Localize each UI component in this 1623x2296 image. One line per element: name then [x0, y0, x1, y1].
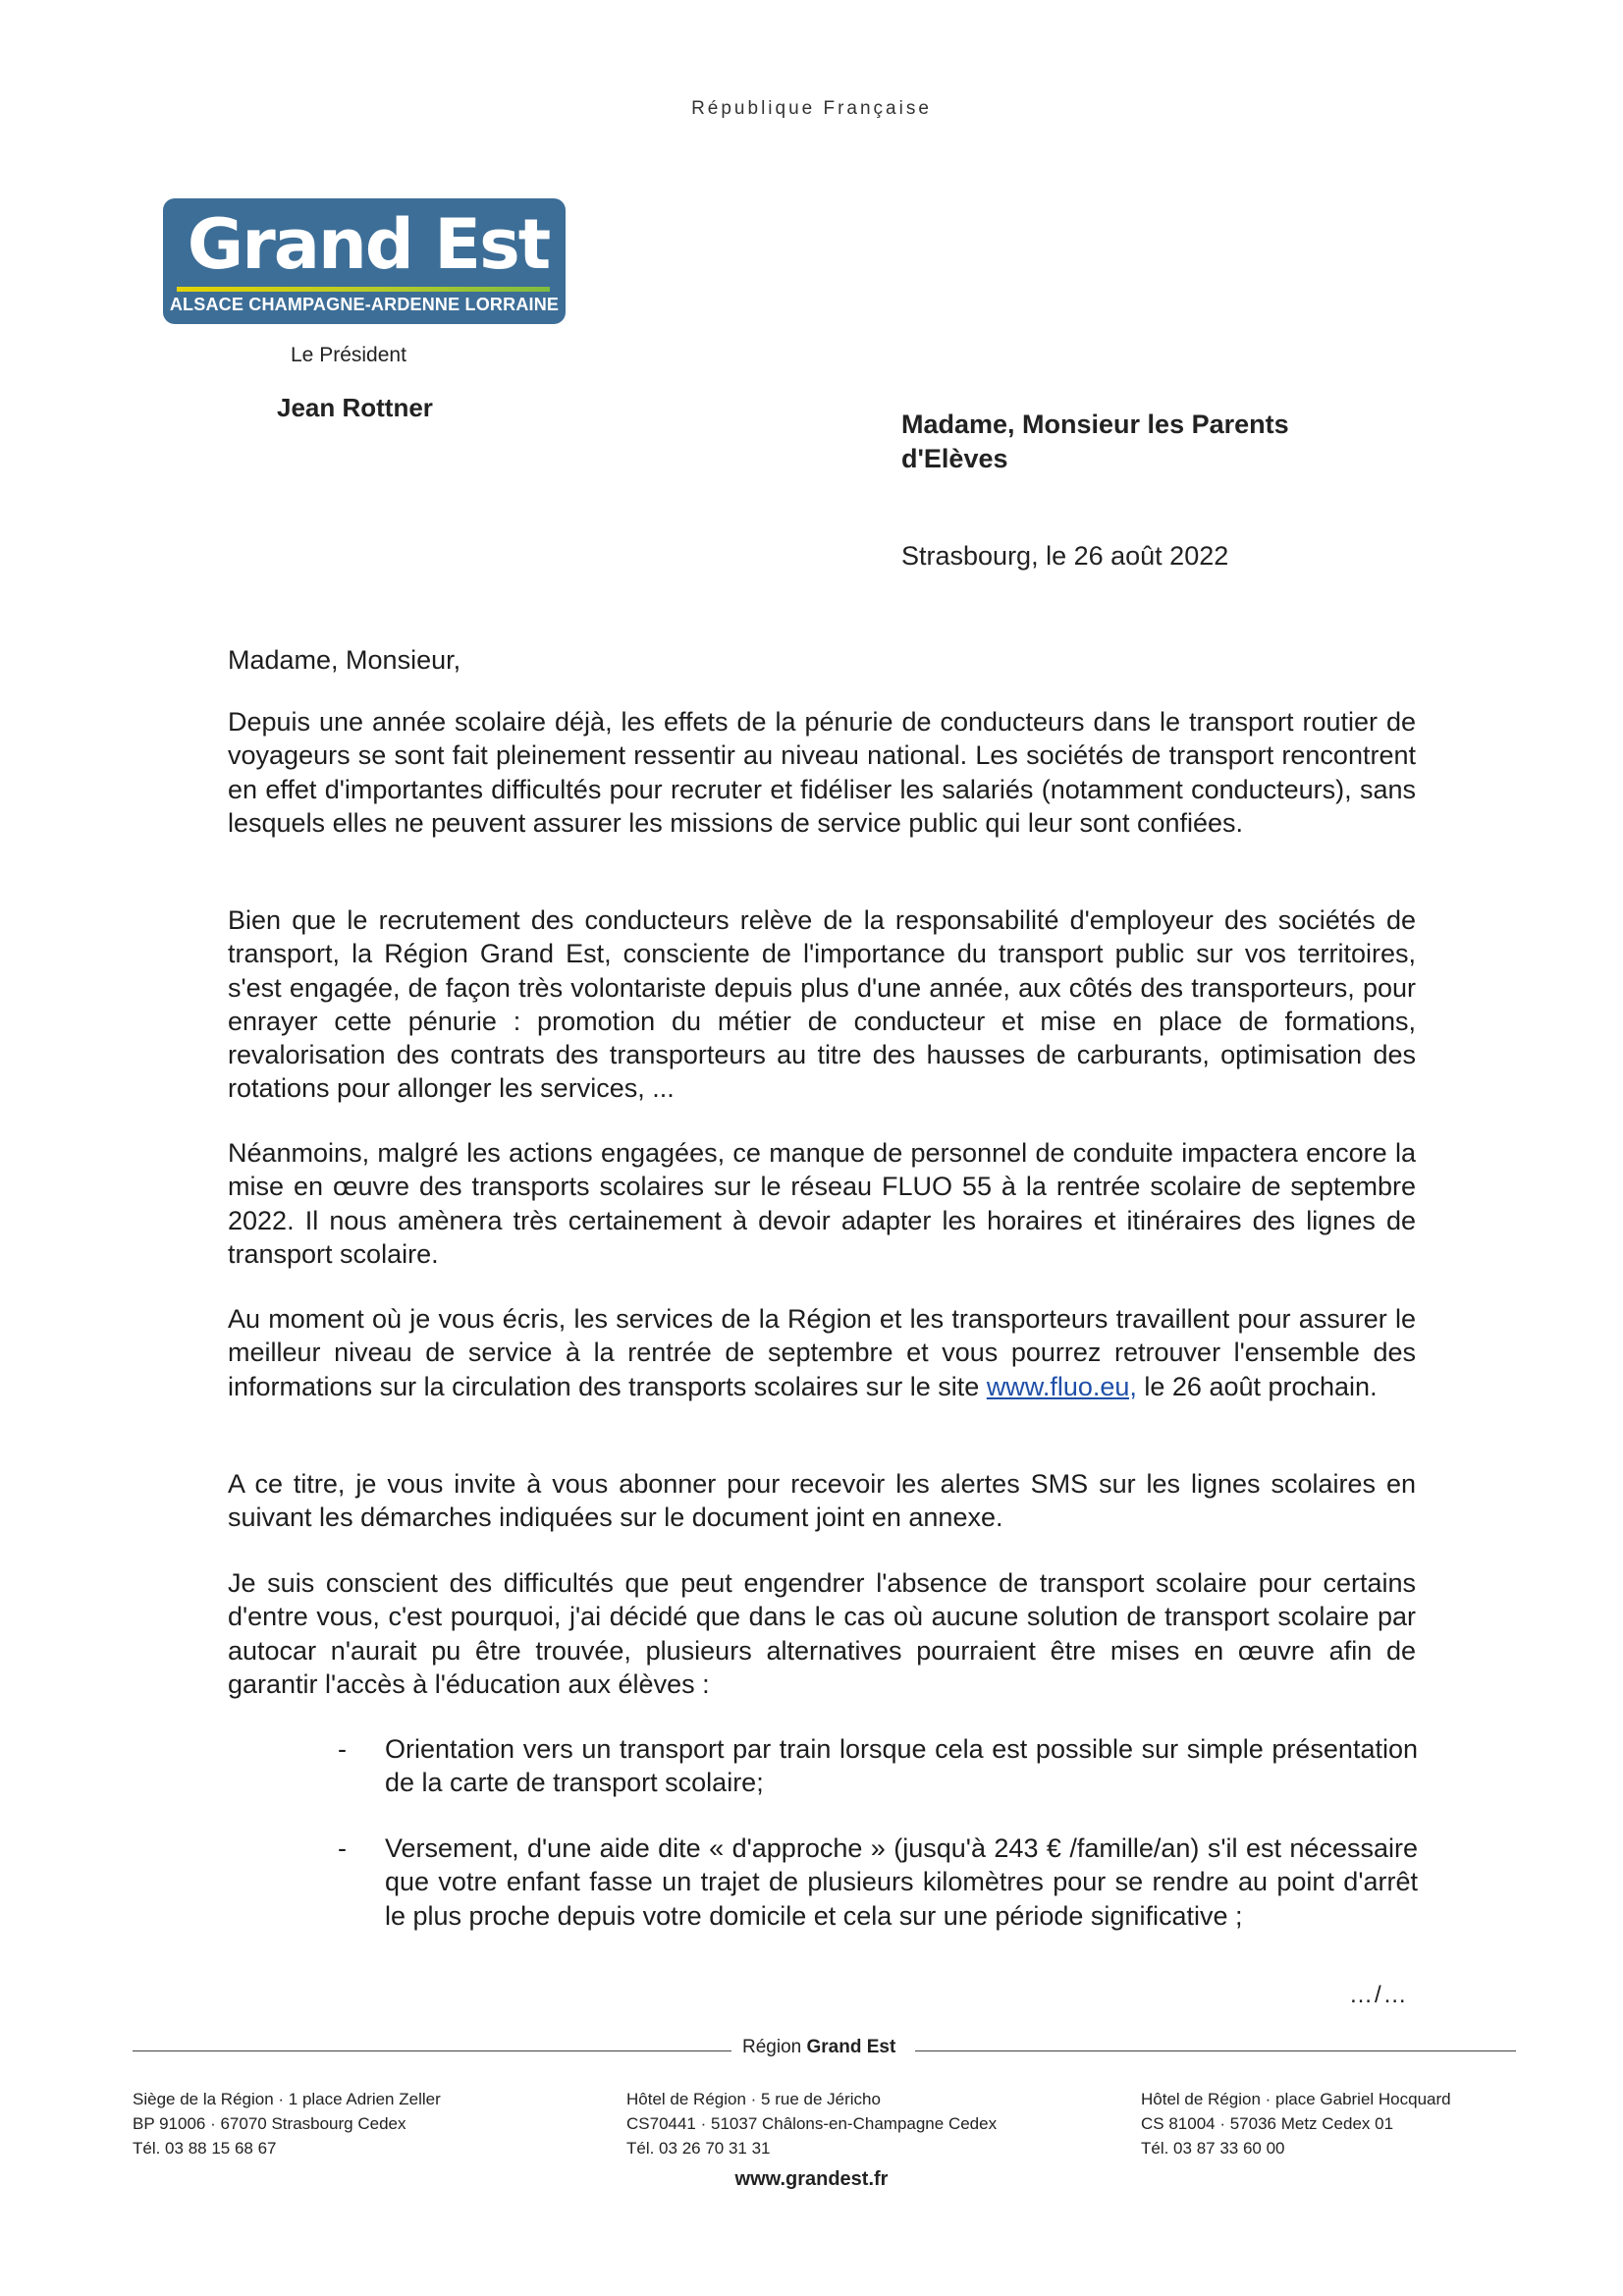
recipient-block: [901, 408, 1412, 476]
republique-francaise-header: République Française: [691, 98, 932, 119]
footer-website[interactable]: www.grandest.fr: [734, 2168, 889, 2190]
paragraph-4-text: Au moment où je vous écris, les services de la Région et les transporteurs travaillent pour assurer le meilleur niveau de service à la rentrée de septembre et vous pourrez retrouver l'ensemble des informations sur la circulation des transports scolaires sur le site: [228, 1304, 1416, 1401]
bullet-text: Orientation vers un transport par train lorsque cela est possible sur simple présentation de la carte de transport scolaire;: [385, 1734, 1418, 1798]
address-line: Siège de la Région · 1 place Adrien Zeller: [133, 2090, 441, 2108]
bullet-text: Versement, d'une aide dite « d'approche » (jusqu'à 243 € /famille/an) s'il est nécessaire que votre enfant fasse un trajet de plusieurs kilomètres pour se rendre au point d'arrêt le plus proche depuis votre domicile et cela sur une période significative ;: [385, 1833, 1418, 1931]
grand-est-logo: [163, 198, 566, 324]
salutation: Madame, Monsieur,: [228, 645, 461, 675]
address-line: CS70441 · 51037 Châlons-en-Champagne Cedex: [626, 2114, 998, 2133]
bullet-dash: -: [338, 1734, 347, 1764]
continuation-mark: …/…: [1349, 1982, 1409, 2008]
sender-name: Jean Rottner: [277, 393, 433, 422]
paragraph-5: A ce titre, je vous invite à vous abonner pour recevoir les alertes SMS sur les lignes scolaires en suivant les démarches indiquées sur le document joint en annexe.: [228, 1469, 1416, 1533]
bullet-dash: -: [338, 1833, 347, 1863]
footer-brand: [742, 2037, 895, 2058]
footer-divider-right: [915, 2050, 1516, 2051]
recipient-line-1: Madame, Monsieur les Parents: [901, 410, 1289, 439]
address-line: Hôtel de Région · 5 rue de Jéricho: [626, 2090, 881, 2108]
address-line: CS 81004 · 57036 Metz Cedex 01: [1141, 2114, 1394, 2133]
footer-address-metz: [1141, 2087, 1451, 2160]
fluo-link[interactable]: www.fluo.eu,: [986, 1371, 1137, 1401]
address-phone: Tél. 03 88 15 68 67: [133, 2139, 277, 2158]
address-line: BP 91006 · 67070 Strasbourg Cedex: [133, 2114, 406, 2133]
recipient-line-2: d'Elèves: [901, 444, 1008, 473]
address-phone: Tél. 03 26 70 31 31: [626, 2139, 771, 2158]
footer-brand-name: Grand Est: [806, 2037, 896, 2057]
footer-address-chalons: [626, 2087, 997, 2160]
paragraph-1: Depuis une année scolaire déjà, les effets de la pénurie de conducteurs dans le transport routier de voyageurs se sont fait pleinement ressentir au niveau national. Les sociétés de transport rencontrent en effet d'importantes difficultés pour recruter et fidéliser les salariés (notamment conducteurs), sans lesquels elles ne peuvent assurer les missions de service public qui leur sont confiées.: [228, 707, 1416, 838]
footer-address-strasbourg: [133, 2087, 441, 2160]
paragraph-4-end: le 26 août prochain.: [1136, 1371, 1378, 1401]
letter-date: Strasbourg, le 26 août 2022: [901, 541, 1229, 571]
list-item: [338, 1732, 1418, 1800]
paragraph-3: Néanmoins, malgré les actions engagées, ce manque de personnel de conduite impactera encore la mise en œuvre des transports scolaires sur le réseau FLUO 55 à la rentrée scolaire de septembre 2022. Il nous amènera très certainement à devoir adapter les horaires et itinéraires des lignes de transport scolaire.: [228, 1138, 1416, 1269]
paragraph-2: Bien que le recrutement des conducteurs relève de la responsabilité d'employeur des sociétés de transport, la Région Grand Est, consciente de l'importance du transport public sur vos territoires, s'est engagée, de façon très volontariste depuis plus d'une année, aux côtés des transporteurs, pour enrayer cette pénurie : promotion du métier de conducteur et mise en place de formations, revalorisation des contrats des transporteurs au titre des hausses de carburants, optimisation des rotations pour allonger les services, ...: [228, 905, 1416, 1104]
paragraph-4: [228, 1302, 1416, 1403]
paragraph-6: Je suis conscient des difficultés que peut engendrer l'absence de transport scolaire pour certains d'entre vous, c'est pourquoi, j'ai décidé que dans le cas où aucune solution de transport scolaire par autocar n'aurait pu être trouvée, plusieurs alternatives pourraient être mises en œuvre afin de garantir l'accès à l'éducation aux élèves :: [228, 1568, 1416, 1699]
logo-underline: [177, 287, 550, 292]
list-item: [338, 1831, 1418, 1933]
address-phone: Tél. 03 87 33 60 00: [1141, 2139, 1285, 2158]
footer-brand-prefix: Région: [742, 2037, 807, 2057]
logo-tagline: ALSACE CHAMPAGNE-ARDENNE LORRAINE: [169, 295, 560, 314]
footer-divider-left: [133, 2050, 731, 2051]
address-line: Hôtel de Région · place Gabriel Hocquard: [1141, 2090, 1451, 2108]
sender-title: Le Président: [291, 344, 406, 366]
logo-brand: Grand Est: [187, 204, 550, 285]
